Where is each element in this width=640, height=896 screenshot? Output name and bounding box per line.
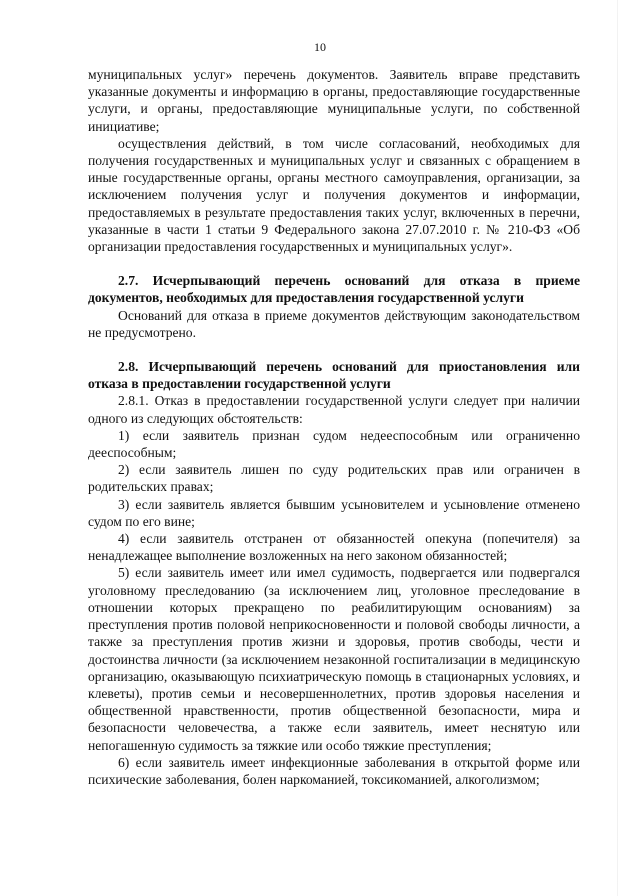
paragraph: осуществления действий, в том числе согласований, необходимых для получения государственных и муниципальных услуг и связанных с обращением в иные государственные органы, органы местного самоуправления, организации, за исключением получения услуг и получения документов и информации, предоставляемых в результате предоставления таких услуг, включенных в перечни, указанные в части 1 статьи 9 Федерального закона 27.07.2010 г. № 210-ФЗ «Об организации предоставления государственных и муниципальных услуг». xyxy=(88,135,580,255)
section-intro-2-8-1: 2.8.1. Отказ в предоставлении государственной услуги следует при наличии одного из следующих обстоятельств: xyxy=(88,393,580,426)
list-item: 3) если заявитель является бывшим усыновителем и усыновление отменено судом по его вине; xyxy=(88,496,580,529)
section-text-2-7: Оснований для отказа в приеме документов действующим законодательством не предусмотрено. xyxy=(88,307,580,340)
section-heading-2-7: 2.7. Исчерпывающий перечень оснований для отказа в приеме документов, необходимых для предоставления государственной услуги xyxy=(88,273,580,306)
section-heading-2-8: 2.8. Исчерпывающий перечень оснований для приостановления или отказа в предоставлении государственной услуги xyxy=(88,359,580,392)
list-item: 5) если заявитель имеет или имел судимость, подвергается или подвергался уголовному преследованию (за исключением лиц, уголовное преследование в отношении которых прекращено по реабилитирующим основаниям) за преступления против половой неприкосновенности и половой свободы личности, а также за преступления против жизни и здоровья, против свободы, чести и достоинства личности (за исключением незаконной госпитализации в медицинскую организацию, оказывающую психиатрическую помощь в стационарных условиях, и клеветы), против семьи и несовершеннолетних, против здоровья населения и общественной нравственности, против общественной безопасности, мира и безопасности человечества, а также если заявитель, имеет неснятую или непогашенную судимость за тяжкие или особо тяжкие преступления; xyxy=(88,565,580,753)
spacer xyxy=(88,341,580,358)
list-item: 4) если заявитель отстранен от обязанностей опекуна (попечителя) за ненадлежащее выполнение возложенных на него законом обязанностей; xyxy=(88,531,580,564)
scan-edge-shadow xyxy=(617,0,618,896)
list-item: 6) если заявитель имеет инфекционные заболевания в открытой форме или психические заболевания, болен наркоманией, токсикоманией, алкоголизмом; xyxy=(88,754,580,787)
list-item: 1) если заявитель признан судом недееспособным или ограниченно дееспособным; xyxy=(88,427,580,461)
document-body xyxy=(88,66,580,788)
list-item: 2) если заявитель лишен по суду родительских прав или ограничен в родительских правах; xyxy=(88,462,580,495)
paragraph-continuation: муниципальных услуг» перечень документов. Заявитель вправе представить указанные документы и информацию в органы, предоставляющие государственные услуги, и органы, предоставляющие муниципальные услуги, по собственной инициативе; xyxy=(88,67,580,134)
spacer xyxy=(88,255,580,272)
page-number: 10 xyxy=(314,40,326,54)
